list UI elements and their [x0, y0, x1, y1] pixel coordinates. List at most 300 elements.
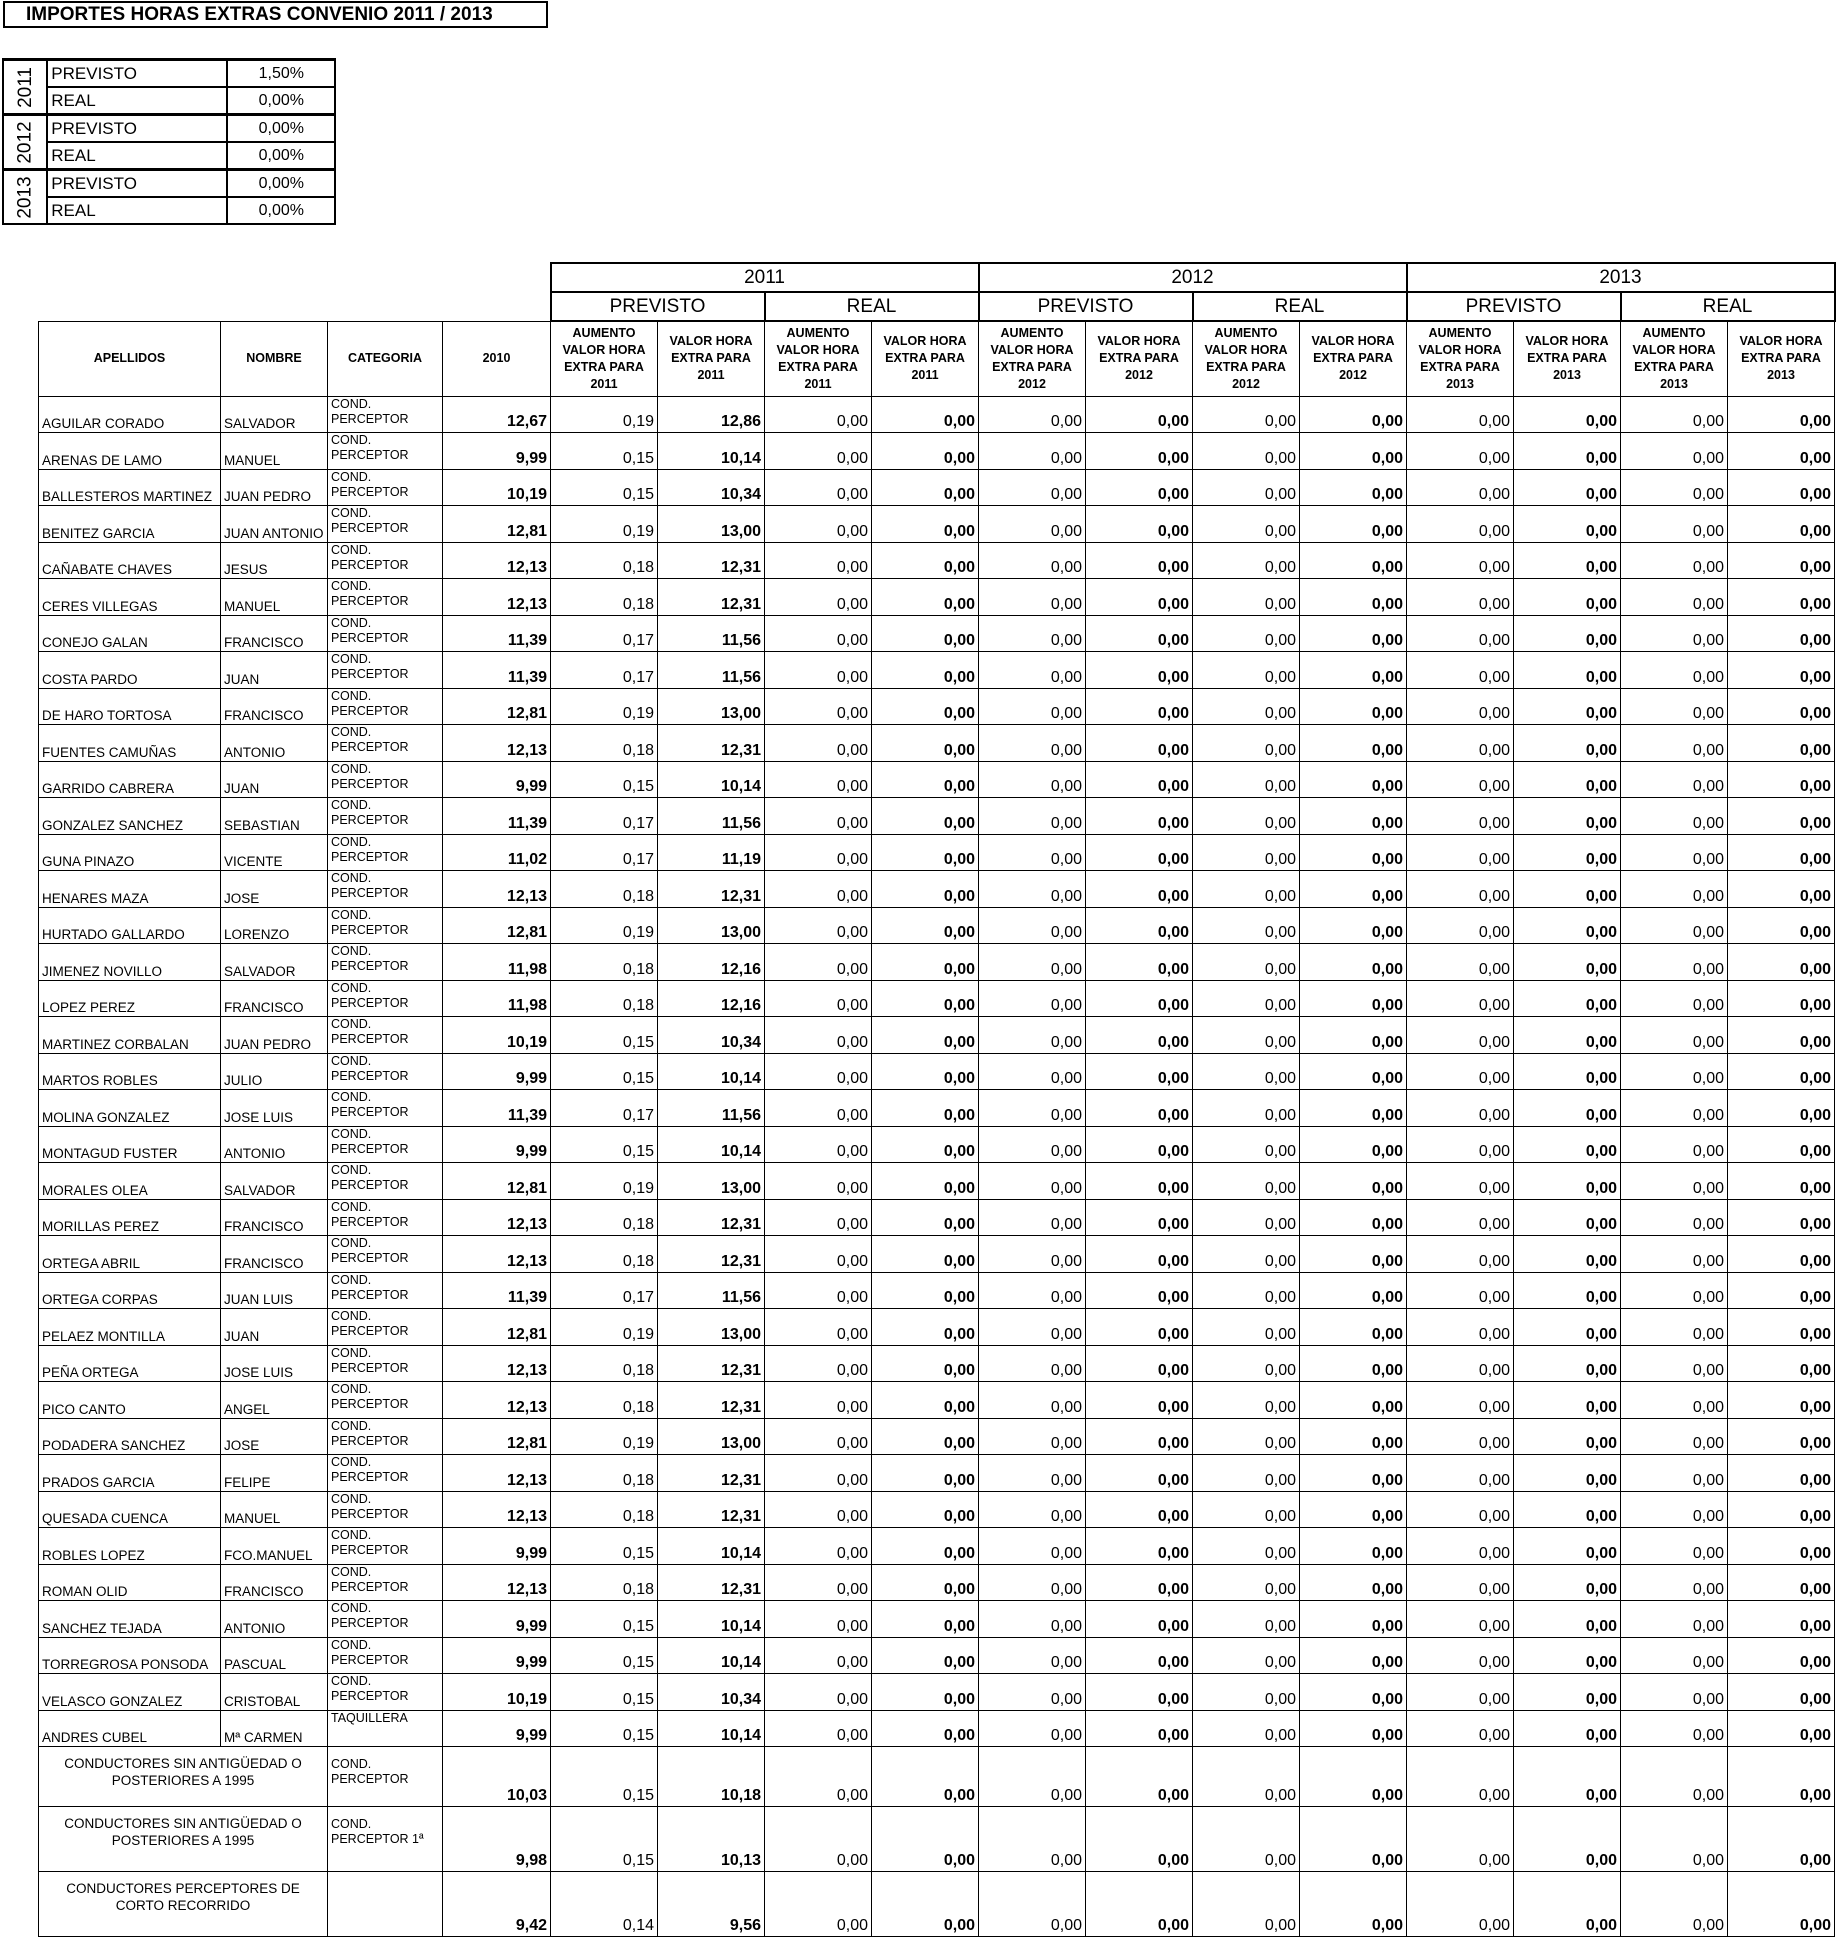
cell-valor: 0,00 [1300, 761, 1407, 798]
cell-aumento: 0,19 [551, 907, 658, 944]
cell-nombre: FRANCISCO [221, 1199, 328, 1236]
cell-aumento: 0,00 [979, 1872, 1086, 1937]
column-header: APELLIDOS [39, 321, 221, 396]
cell-valor: 0,00 [1086, 433, 1193, 470]
table-row [39, 1126, 1835, 1163]
cell-nombre: JOSE [221, 1418, 328, 1455]
sub-header-real: REAL [1621, 292, 1835, 321]
cell-nombre: JUAN ANTONIO [221, 506, 328, 543]
cell-aumento: 0,15 [551, 1126, 658, 1163]
cell-categoria: COND. PERCEPTOR [328, 542, 443, 579]
cell-categoria: COND. PERCEPTOR [328, 1199, 443, 1236]
rate-year-label: 2013 [14, 175, 36, 219]
cell-valor: 0,00 [1086, 1163, 1193, 1200]
rate-row [3, 115, 335, 143]
cell-aumento: 0,18 [551, 944, 658, 981]
cell-valor: 0,00 [872, 980, 979, 1017]
cell-apellidos: PEÑA ORTEGA [39, 1345, 221, 1382]
cell-valor: 0,00 [1086, 944, 1193, 981]
cell-categoria: COND. PERCEPTOR [328, 1309, 443, 1346]
cell-apellidos: MARTINEZ CORBALAN [39, 1017, 221, 1054]
summary-row [39, 1872, 1835, 1937]
cell-aumento: 0,00 [1621, 1418, 1728, 1455]
rate-value: 0,00% [227, 170, 335, 198]
cell-valor: 0,00 [1514, 579, 1621, 616]
cell-aumento: 0,00 [979, 980, 1086, 1017]
cell-aumento: 0,00 [1193, 1272, 1300, 1309]
cell-categoria: COND. PERCEPTOR [328, 1017, 443, 1054]
cell-aumento: 0,00 [979, 1601, 1086, 1638]
cell-2010: 9,98 [443, 1807, 551, 1872]
cell-aumento: 0,00 [1407, 1163, 1514, 1200]
cell-aumento: 0,00 [979, 652, 1086, 689]
cell-aumento: 0,00 [765, 1674, 872, 1711]
cell-aumento: 0,00 [765, 1637, 872, 1674]
cell-valor: 0,00 [1086, 798, 1193, 835]
cell-valor: 0,00 [1086, 396, 1193, 433]
cell-aumento: 0,00 [1407, 944, 1514, 981]
cell-2010: 12,13 [443, 542, 551, 579]
cell-valor: 0,00 [1514, 798, 1621, 835]
cell-valor: 0,00 [1514, 1491, 1621, 1528]
cell-valor: 0,00 [872, 1491, 979, 1528]
cell-valor: 0,00 [1300, 615, 1407, 652]
cell-valor: 0,00 [1300, 1564, 1407, 1601]
cell-aumento: 0,00 [1407, 1272, 1514, 1309]
cell-valor: 12,31 [658, 1455, 765, 1492]
cell-aumento: 0,00 [1193, 1345, 1300, 1382]
table-row [39, 1601, 1835, 1638]
table-row [39, 1309, 1835, 1346]
cell-aumento: 0,00 [979, 688, 1086, 725]
cell-valor: 13,00 [658, 1309, 765, 1346]
cell-apellidos: FUENTES CAMUÑAS [39, 725, 221, 762]
cell-valor: 0,00 [1300, 1163, 1407, 1200]
cell-aumento: 0,00 [765, 944, 872, 981]
cell-apellidos: MONTAGUD FUSTER [39, 1126, 221, 1163]
cell-valor: 10,14 [658, 1528, 765, 1565]
summary-row [39, 1807, 1835, 1872]
table-row [39, 1710, 1835, 1747]
cell-aumento: 0,00 [765, 1418, 872, 1455]
cell-aumento: 0,00 [1621, 1236, 1728, 1273]
cell-valor: 0,00 [872, 798, 979, 835]
cell-valor: 0,00 [1300, 469, 1407, 506]
cell-aumento: 0,00 [1621, 1345, 1728, 1382]
cell-aumento: 0,00 [1407, 1199, 1514, 1236]
cell-valor: 0,00 [1300, 1710, 1407, 1747]
column-header: VALOR HORA EXTRA PARA 2011 [658, 321, 765, 396]
cell-aumento: 0,00 [765, 1710, 872, 1747]
cell-categoria: COND. PERCEPTOR [328, 1601, 443, 1638]
table-row [39, 1017, 1835, 1054]
cell-aumento: 0,18 [551, 1491, 658, 1528]
cell-apellidos: ROMAN OLID [39, 1564, 221, 1601]
cell-aumento: 0,00 [1407, 1601, 1514, 1638]
cell-2010: 11,39 [443, 798, 551, 835]
cell-valor: 0,00 [1728, 615, 1835, 652]
table-row [39, 1163, 1835, 1200]
cell-valor: 10,14 [658, 1126, 765, 1163]
cell-2010: 12,81 [443, 1163, 551, 1200]
cell-aumento: 0,00 [1193, 1710, 1300, 1747]
cell-nombre: JULIO [221, 1053, 328, 1090]
cell-valor: 0,00 [872, 871, 979, 908]
cell-nombre: JOSE [221, 871, 328, 908]
cell-2010: 11,39 [443, 652, 551, 689]
cell-aumento: 0,00 [979, 1090, 1086, 1127]
cell-aumento: 0,00 [979, 506, 1086, 543]
cell-valor: 0,00 [1300, 542, 1407, 579]
cell-valor: 12,16 [658, 980, 765, 1017]
cell-valor: 11,56 [658, 1090, 765, 1127]
cell-aumento: 0,00 [1407, 725, 1514, 762]
cell-aumento: 0,00 [1193, 396, 1300, 433]
cell-valor: 10,14 [658, 1637, 765, 1674]
cell-2010: 11,39 [443, 615, 551, 652]
cell-valor: 0,00 [1728, 688, 1835, 725]
cell-valor: 0,00 [1728, 944, 1835, 981]
cell-valor: 0,00 [872, 907, 979, 944]
cell-aumento: 0,19 [551, 506, 658, 543]
cell-valor: 0,00 [1728, 1272, 1835, 1309]
cell-valor: 0,00 [1728, 1455, 1835, 1492]
table-row [39, 396, 1835, 433]
cell-valor: 0,00 [1728, 1528, 1835, 1565]
cell-aumento: 0,00 [979, 1418, 1086, 1455]
cell-valor: 0,00 [1086, 1528, 1193, 1565]
cell-apellidos: SANCHEZ TEJADA [39, 1601, 221, 1638]
cell-valor: 0,00 [1300, 1418, 1407, 1455]
cell-aumento: 0,00 [765, 871, 872, 908]
cell-valor: 0,00 [1086, 688, 1193, 725]
cell-valor: 11,19 [658, 834, 765, 871]
cell-aumento: 0,00 [1407, 980, 1514, 1017]
cell-valor: 0,00 [1728, 907, 1835, 944]
cell-valor: 0,00 [1514, 1564, 1621, 1601]
column-header: VALOR HORA EXTRA PARA 2012 [1300, 321, 1407, 396]
cell-aumento: 0,19 [551, 396, 658, 433]
cell-aumento: 0,00 [1407, 798, 1514, 835]
cell-2010: 12,13 [443, 1491, 551, 1528]
cell-valor: 0,00 [872, 396, 979, 433]
cell-apellidos: QUESADA CUENCA [39, 1491, 221, 1528]
table-row [39, 1236, 1835, 1273]
cell-aumento: 0,00 [1621, 1272, 1728, 1309]
cell-aumento: 0,00 [1193, 542, 1300, 579]
table-row [39, 688, 1835, 725]
cell-valor: 0,00 [1728, 579, 1835, 616]
cell-aumento: 0,00 [979, 1710, 1086, 1747]
cell-nombre: LORENZO [221, 907, 328, 944]
cell-valor: 0,00 [1086, 725, 1193, 762]
cell-nombre: ANTONIO [221, 1601, 328, 1638]
cell-valor: 0,00 [1728, 542, 1835, 579]
cell-valor: 10,14 [658, 1601, 765, 1638]
cell-aumento: 0,00 [1407, 688, 1514, 725]
cell-aumento: 0,00 [1407, 1126, 1514, 1163]
cell-valor: 0,00 [872, 1710, 979, 1747]
cell-categoria: COND. PERCEPTOR [328, 1455, 443, 1492]
cell-categoria: COND. PERCEPTOR [328, 688, 443, 725]
cell-valor: 0,00 [1300, 1528, 1407, 1565]
cell-valor: 0,00 [1086, 1418, 1193, 1455]
cell-aumento: 0,00 [979, 1637, 1086, 1674]
cell-aumento: 0,00 [979, 469, 1086, 506]
cell-valor: 0,00 [1300, 688, 1407, 725]
cell-aumento: 0,17 [551, 1272, 658, 1309]
column-header: VALOR HORA EXTRA PARA 2011 [872, 321, 979, 396]
cell-aumento: 0,00 [1621, 1017, 1728, 1054]
cell-valor: 10,14 [658, 761, 765, 798]
column-header: NOMBRE [221, 321, 328, 396]
table-row [39, 798, 1835, 835]
cell-categoria: COND. PERCEPTOR [328, 1637, 443, 1674]
cell-categoria: TAQUILLERA [328, 1710, 443, 1747]
rate-value: 0,00% [227, 115, 335, 143]
cell-valor: 0,00 [872, 1564, 979, 1601]
cell-aumento: 0,17 [551, 798, 658, 835]
cell-categoria [328, 1872, 443, 1937]
cell-valor: 0,00 [1728, 980, 1835, 1017]
cell-valor: 12,31 [658, 1345, 765, 1382]
cell-valor: 0,00 [872, 542, 979, 579]
sub-header-previsto: PREVISTO [551, 292, 765, 321]
cell-aumento: 0,00 [1407, 652, 1514, 689]
cell-aumento: 0,00 [1621, 1053, 1728, 1090]
cell-2010: 12,81 [443, 1309, 551, 1346]
cell-aumento: 0,00 [1193, 433, 1300, 470]
page-title: IMPORTES HORAS EXTRAS CONVENIO 2011 / 2013 [3, 1, 548, 28]
cell-aumento: 0,00 [979, 1455, 1086, 1492]
cell-aumento: 0,00 [979, 579, 1086, 616]
cell-aumento: 0,15 [551, 761, 658, 798]
year-header-2013: 2013 [1407, 263, 1835, 292]
cell-aumento: 0,00 [1621, 396, 1728, 433]
rate-value: 0,00% [227, 87, 335, 115]
cell-valor: 0,00 [1300, 1872, 1407, 1937]
cell-aumento: 0,00 [765, 725, 872, 762]
cell-valor: 0,00 [872, 1674, 979, 1711]
cell-apellidos: ROBLES LOPEZ [39, 1528, 221, 1565]
cell-valor: 0,00 [1514, 652, 1621, 689]
cell-2010: 10,19 [443, 1674, 551, 1711]
cell-aumento: 0,00 [979, 907, 1086, 944]
cell-aumento: 0,00 [765, 980, 872, 1017]
cell-valor: 0,00 [1086, 1236, 1193, 1273]
cell-valor: 0,00 [1728, 1017, 1835, 1054]
cell-aumento: 0,00 [1407, 1637, 1514, 1674]
cell-valor: 0,00 [1728, 1674, 1835, 1711]
cell-valor: 0,00 [1728, 469, 1835, 506]
cell-valor: 0,00 [1300, 834, 1407, 871]
table-row [39, 1199, 1835, 1236]
cell-valor: 0,00 [1086, 1710, 1193, 1747]
rate-label: REAL [47, 87, 227, 115]
cell-valor: 0,00 [1728, 1309, 1835, 1346]
cell-aumento: 0,15 [551, 1710, 658, 1747]
column-header: 2010 [443, 321, 551, 396]
cell-valor: 0,00 [1086, 542, 1193, 579]
cell-aumento: 0,00 [1621, 615, 1728, 652]
cell-categoria: COND. PERCEPTOR [328, 579, 443, 616]
cell-2010: 10,03 [443, 1747, 551, 1807]
cell-nombre: FRANCISCO [221, 688, 328, 725]
cell-aumento: 0,17 [551, 834, 658, 871]
cell-aumento: 0,00 [1621, 1126, 1728, 1163]
cell-categoria: COND. PERCEPTOR [328, 944, 443, 981]
column-header: AUMENTO VALOR HORA EXTRA PARA 2013 [1621, 321, 1728, 396]
cell-aumento: 0,00 [1621, 944, 1728, 981]
cell-aumento: 0,00 [765, 1345, 872, 1382]
cell-2010: 9,99 [443, 1126, 551, 1163]
cell-2010: 12,13 [443, 579, 551, 616]
cell-valor: 10,14 [658, 1710, 765, 1747]
cell-2010: 11,98 [443, 944, 551, 981]
column-header: AUMENTO VALOR HORA EXTRA PARA 2012 [1193, 321, 1300, 396]
cell-2010: 12,13 [443, 1455, 551, 1492]
cell-aumento: 0,00 [1193, 1053, 1300, 1090]
cell-nombre: ANTONIO [221, 1126, 328, 1163]
cell-aumento: 0,00 [1407, 1872, 1514, 1937]
cell-aumento: 0,00 [1407, 542, 1514, 579]
cell-aumento: 0,00 [979, 1564, 1086, 1601]
cell-valor: 0,00 [1514, 542, 1621, 579]
table-row [39, 1455, 1835, 1492]
cell-valor: 10,34 [658, 1674, 765, 1711]
table-row [39, 1491, 1835, 1528]
cell-valor: 0,00 [872, 761, 979, 798]
cell-valor: 10,14 [658, 1053, 765, 1090]
cell-aumento: 0,00 [1407, 579, 1514, 616]
cell-aumento: 0,00 [1407, 1236, 1514, 1273]
cell-aumento: 0,15 [551, 1053, 658, 1090]
cell-aumento: 0,00 [765, 1601, 872, 1638]
cell-2010: 12,13 [443, 1345, 551, 1382]
summary-label: CONDUCTORES SIN ANTIGÜEDAD O POSTERIORES A 1995 [39, 1807, 328, 1872]
cell-aumento: 0,00 [1407, 1345, 1514, 1382]
cell-categoria: COND. PERCEPTOR [328, 907, 443, 944]
cell-apellidos: BENITEZ GARCIA [39, 506, 221, 543]
cell-valor: 11,56 [658, 652, 765, 689]
cell-apellidos: ANDRES CUBEL [39, 1710, 221, 1747]
cell-aumento: 0,00 [765, 1272, 872, 1309]
cell-aumento: 0,00 [1407, 1053, 1514, 1090]
cell-aumento: 0,15 [551, 1747, 658, 1807]
cell-aumento: 0,00 [1407, 1710, 1514, 1747]
table-row [39, 944, 1835, 981]
cell-valor: 0,00 [1300, 1090, 1407, 1127]
cell-categoria: COND. PERCEPTOR [328, 433, 443, 470]
cell-aumento: 0,00 [979, 615, 1086, 652]
cell-valor: 0,00 [1300, 1382, 1407, 1419]
cell-aumento: 0,00 [1193, 944, 1300, 981]
cell-valor: 0,00 [872, 1090, 979, 1127]
cell-categoria: COND. PERCEPTOR [328, 1272, 443, 1309]
cell-valor: 0,00 [1514, 1053, 1621, 1090]
cell-aumento: 0,00 [1407, 1382, 1514, 1419]
cell-valor: 0,00 [1514, 761, 1621, 798]
cell-aumento: 0,00 [1407, 1747, 1514, 1807]
cell-nombre: FRANCISCO [221, 615, 328, 652]
cell-aumento: 0,00 [765, 761, 872, 798]
cell-aumento: 0,00 [1193, 1528, 1300, 1565]
cell-aumento: 0,00 [765, 1528, 872, 1565]
cell-aumento: 0,00 [979, 1053, 1086, 1090]
cell-valor: 0,00 [1514, 1418, 1621, 1455]
cell-aumento: 0,00 [1193, 725, 1300, 762]
cell-valor: 0,00 [1300, 871, 1407, 908]
cell-aumento: 0,00 [765, 579, 872, 616]
cell-valor: 0,00 [872, 1163, 979, 1200]
cell-aumento: 0,00 [1621, 1637, 1728, 1674]
table-row [39, 1674, 1835, 1711]
cell-apellidos: MOLINA GONZALEZ [39, 1090, 221, 1127]
cell-categoria: COND. PERCEPTOR [328, 871, 443, 908]
cell-aumento: 0,00 [1621, 1090, 1728, 1127]
cell-apellidos: GARRIDO CABRERA [39, 761, 221, 798]
cell-valor: 0,00 [1300, 1017, 1407, 1054]
cell-valor: 0,00 [1514, 725, 1621, 762]
cell-aumento: 0,00 [765, 1872, 872, 1937]
cell-aumento: 0,00 [765, 1090, 872, 1127]
cell-aumento: 0,18 [551, 871, 658, 908]
cell-valor: 0,00 [1300, 725, 1407, 762]
cell-aumento: 0,00 [1407, 1017, 1514, 1054]
cell-apellidos: CAÑABATE CHAVES [39, 542, 221, 579]
cell-valor: 0,00 [1300, 396, 1407, 433]
rate-value: 1,50% [227, 60, 335, 88]
cell-nombre: PASCUAL [221, 1637, 328, 1674]
cell-nombre: MANUEL [221, 433, 328, 470]
cell-aumento: 0,00 [1193, 1674, 1300, 1711]
rate-year-label: 2011 [14, 66, 36, 108]
cell-valor: 0,00 [1728, 1747, 1835, 1807]
cell-valor: 12,31 [658, 1382, 765, 1419]
cell-valor: 0,00 [1300, 1455, 1407, 1492]
cell-aumento: 0,00 [1193, 1236, 1300, 1273]
cell-aumento: 0,00 [1407, 1491, 1514, 1528]
cell-valor: 0,00 [1086, 1491, 1193, 1528]
rate-year-label: 2012 [14, 120, 36, 164]
cell-aumento: 0,00 [1193, 652, 1300, 689]
table-row [39, 1637, 1835, 1674]
cell-aumento: 0,00 [765, 1053, 872, 1090]
cell-categoria: COND. PERCEPTOR [328, 1236, 443, 1273]
cell-2010: 12,81 [443, 907, 551, 944]
column-header: AUMENTO VALOR HORA EXTRA PARA 2011 [551, 321, 658, 396]
rate-label: PREVISTO [47, 60, 227, 88]
cell-valor: 0,00 [1728, 1053, 1835, 1090]
cell-apellidos: VELASCO GONZALEZ [39, 1674, 221, 1711]
cell-valor: 0,00 [1086, 907, 1193, 944]
cell-valor: 11,56 [658, 1272, 765, 1309]
rate-value: 0,00% [227, 142, 335, 170]
cell-aumento: 0,00 [1621, 1199, 1728, 1236]
cell-valor: 0,00 [1300, 1053, 1407, 1090]
rate-row [3, 60, 335, 88]
cell-aumento: 0,18 [551, 579, 658, 616]
cell-aumento: 0,00 [1621, 652, 1728, 689]
cell-aumento: 0,00 [1621, 688, 1728, 725]
cell-aumento: 0,15 [551, 1637, 658, 1674]
cell-valor: 0,00 [1728, 871, 1835, 908]
cell-valor: 0,00 [1300, 980, 1407, 1017]
cell-aumento: 0,00 [765, 1163, 872, 1200]
cell-nombre: MANUEL [221, 579, 328, 616]
rate-label: PREVISTO [47, 170, 227, 198]
cell-2010: 12,81 [443, 1418, 551, 1455]
